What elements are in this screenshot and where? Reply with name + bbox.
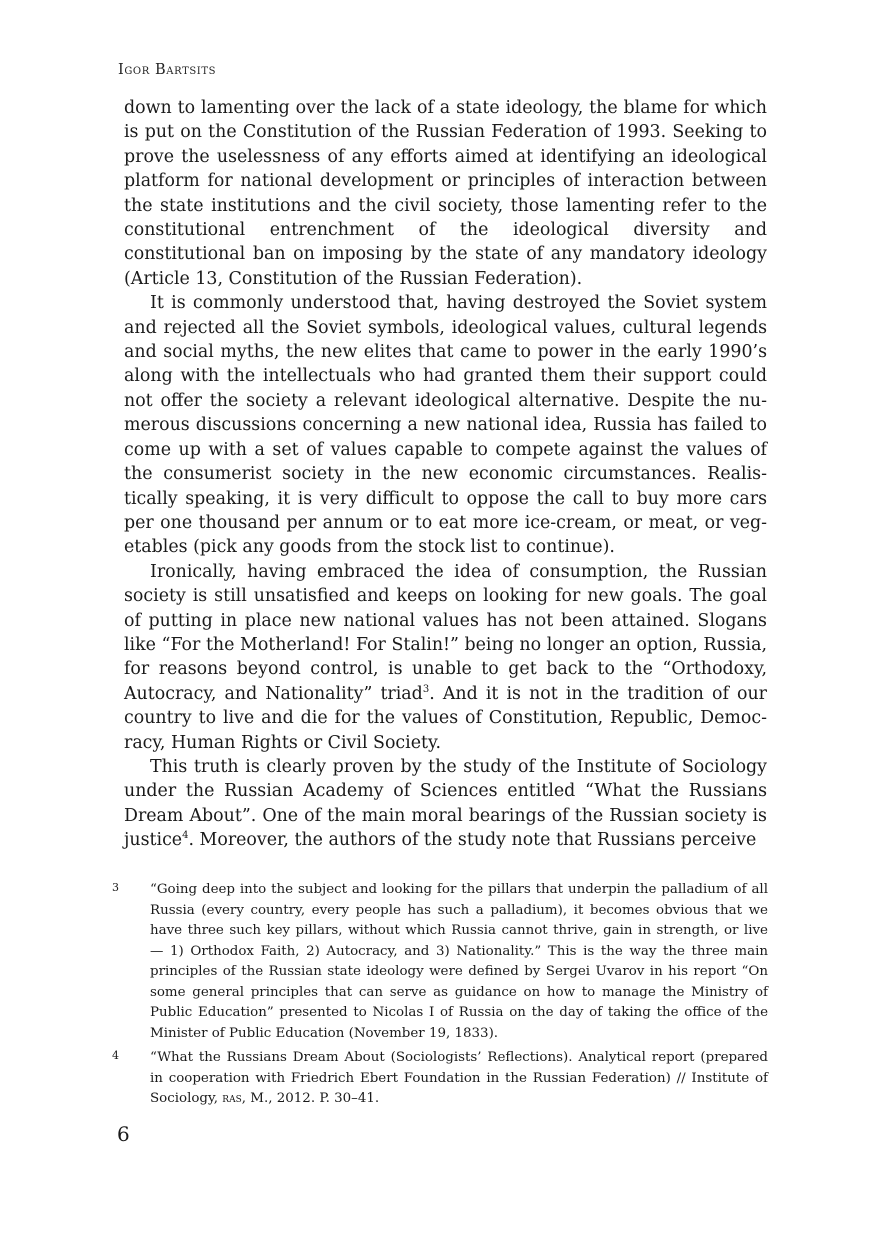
footnote-number: 4 bbox=[112, 1049, 119, 1062]
paragraph-text: . And it is not in the tradition of our country to live and die for the values of Constitution, Republic, Democracy, Human Rights or Civil Society. bbox=[124, 683, 767, 753]
footnote-text: , M., 2012. P. 30–41. bbox=[241, 1091, 380, 1106]
footnote-ref[interactable]: 3 bbox=[422, 683, 430, 695]
paragraph-text: . Moreover, the authors of the study note that Russians perceive bbox=[188, 830, 757, 851]
paragraph bbox=[124, 560, 767, 755]
main-text bbox=[124, 96, 767, 853]
footnote-abbr: ras bbox=[222, 1091, 242, 1106]
footnote-number: 3 bbox=[112, 881, 119, 894]
paragraph-text: This truth is clearly proven by the study of the Institute of Sociology under the Russian Academy of Sciences entitled “What the Russians Dream About”. One of the main moral bearings of the Russian society is justice bbox=[124, 756, 767, 851]
paragraph-text: Ironically, having embraced the idea of consumption, the Russian society is still unsatisfied and keeps on looking for new goals. The goal of putting in place new national values has not been attained. Slogans like “For the Motherland! For Stalin!” being no longer an option, Russia, for reasons beyond control, is unable to get back to the “Orthodoxy, Autocracy, and Nationality” triad bbox=[124, 561, 767, 704]
footnote bbox=[112, 880, 768, 1044]
paragraph: It is commonly understood that, having destroyed the Soviet system and rejected all the Soviet symbols, ideological values, cultural legends and social myths, the new elites that came to power in the early 1990’s along with the intellectuals who had granted them their support could not offer the society a relevant ideological alternative. Despite the numerous discussions concerning a new national idea, Russia has failed to come up with a set of values capable to compete against the values of the consumerist society in the new economic circumstances. Realistically speaking, it is very difficult to oppose the call to buy more cars per one thousand per annum or to eat more ice-cream, or meat, or vegetables (pick any goods from the stock list to continue). bbox=[124, 293, 767, 558]
paragraph bbox=[124, 755, 767, 853]
footnotes bbox=[112, 880, 768, 1114]
paragraph: down to lamenting over the lack of a state ideology, the blame for which is put on the Constitution of the Russian Federation of 1993. Seeking to prove the uselessness of any efforts aimed at identifying an ideological platform for national development or principles of interaction between the state institutions and the civil society, those lamenting refer to the constitutional entrenchment of the ideological diversity and constitutional ban on imposing by the state of any mandatory ideology (Article 13, Constitution of the Russian Federation). bbox=[124, 98, 767, 289]
footnote bbox=[112, 1048, 768, 1110]
footnote-text: “Going deep into the subject and looking for the pillars that underpin the palladium of all Russia (every country, every people has such a palladium), it becomes obvious that we have three such key pillars, without which Russia cannot thrive, gain in strength, or live — 1) Orthodox Faith, 2) Autocracy, and 3) Nationality.” This is the way the three main principles of the Russian state ideology were defined by Sergei Uvarov in his report “On some general principles that can serve as guidance on how to manage the Ministry of Public Education” presented to Nicolas I of Russia on the day of taking the office of the Minister of Public Education (November 19, 1833). bbox=[150, 882, 768, 1041]
running-head: Igor Bartsits bbox=[118, 62, 217, 78]
page-number: 6 bbox=[117, 1122, 130, 1146]
footnote-ref[interactable]: 4 bbox=[182, 830, 189, 842]
footnote-text: “What the Russians Dream About (Sociologists’ Reflections). Analytical report (prepared in cooperation with Friedrich Ebert Foundation in the Russian Federation) // Institute of Sociology, bbox=[150, 1050, 768, 1106]
